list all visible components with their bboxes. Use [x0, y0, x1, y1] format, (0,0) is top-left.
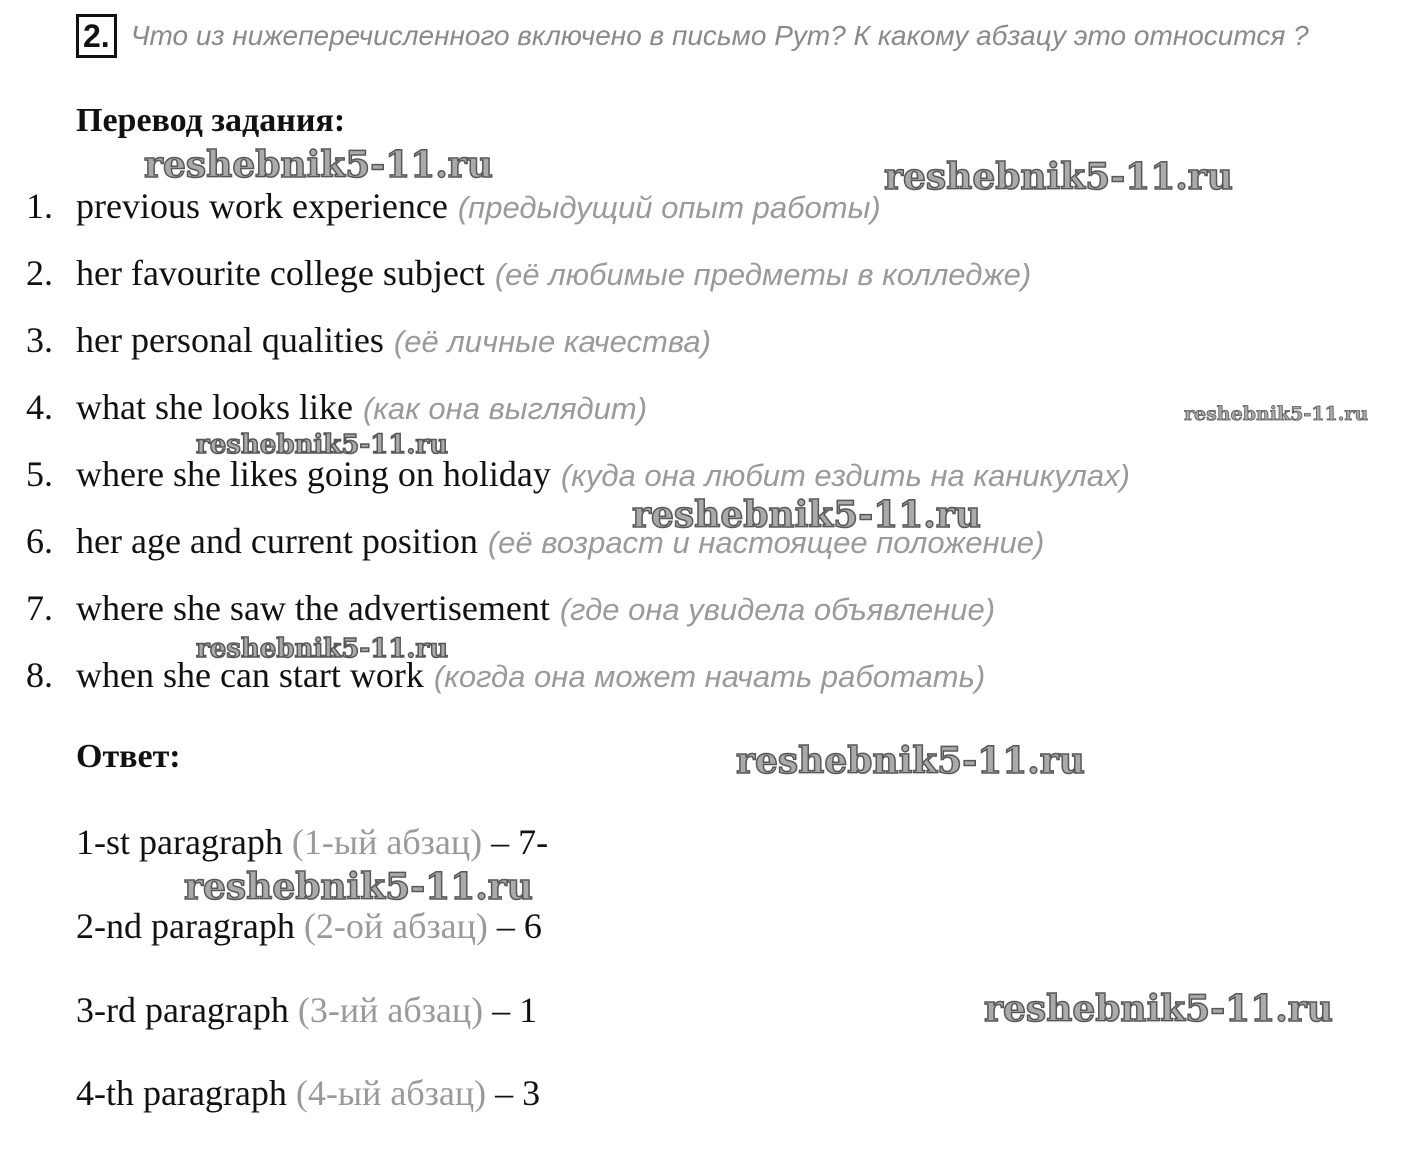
watermark: reshebnik5-11.ru: [736, 740, 1085, 782]
item-number: 6.: [26, 521, 53, 561]
item-translation: (когда она может начать работать): [433, 659, 986, 694]
answer-value: – 1: [492, 990, 538, 1030]
answer-value: – 3: [495, 1073, 541, 1113]
answer-paragraph: 3-rd paragraph: [76, 990, 289, 1030]
list-item: [0, 182, 881, 230]
item-text: what she looks like: [76, 387, 353, 427]
item-translation: (её личные качества): [393, 324, 711, 359]
watermark: reshebnik5-11.ru: [196, 430, 449, 460]
list-item: [0, 651, 985, 699]
item-number: 8.: [26, 655, 53, 695]
item-text: where she saw the advertisement: [76, 588, 550, 628]
item-translation: (её возраст и настоящее положение): [487, 525, 1045, 560]
watermark: reshebnik5-11.ru: [144, 144, 493, 186]
answer-translation: (3-ий абзац): [297, 990, 484, 1030]
item-number: 1.: [26, 186, 53, 226]
item-number: 4.: [26, 387, 53, 427]
item-text: her personal qualities: [76, 320, 384, 360]
answer-translation: (1-ый абзац): [291, 822, 483, 862]
answer-value: – 7-: [491, 822, 549, 862]
item-translation: (где она увидела объявление): [559, 592, 996, 627]
item-translation: (куда она любит ездить на каникулах): [560, 458, 1130, 493]
item-text: when she can start work: [76, 655, 424, 695]
answer-heading: Ответ:: [76, 738, 181, 775]
watermark: reshebnik5-11.ru: [184, 866, 533, 908]
answer-line: [76, 1069, 540, 1117]
item-number: 7.: [26, 588, 53, 628]
item-text: where she likes going on holiday: [76, 454, 551, 494]
watermark: reshebnik5-11.ru: [1184, 403, 1369, 425]
answer-line: [76, 818, 548, 866]
answer-line: [76, 902, 542, 950]
item-translation: (как она выглядит): [362, 391, 648, 426]
translation-heading: Перевод задания:: [76, 102, 346, 139]
watermark: reshebnik5-11.ru: [984, 988, 1333, 1030]
item-translation: (предыдущий опыт работы): [457, 190, 881, 225]
answer-value: – 6: [496, 906, 542, 946]
list-item: [0, 383, 647, 431]
answer-paragraph: 4-th paragraph: [76, 1073, 287, 1113]
list-item: [0, 450, 1130, 498]
watermark: reshebnik5-11.ru: [632, 494, 981, 536]
item-text: her favourite college subject: [76, 253, 485, 293]
item-text: her age and current position: [76, 521, 478, 561]
answer-translation: (4-ый абзац): [295, 1073, 487, 1113]
item-number: 3.: [26, 320, 53, 360]
item-number: 5.: [26, 454, 53, 494]
answer-paragraph: 2-nd paragraph: [76, 906, 295, 946]
answer-translation: (2-ой абзац): [303, 906, 488, 946]
list-item: [0, 316, 711, 364]
answer-line: [76, 986, 537, 1034]
watermark: reshebnik5-11.ru: [196, 634, 449, 664]
watermark: reshebnik5-11.ru: [884, 156, 1233, 198]
item-number: 2.: [26, 253, 53, 293]
item-translation: (её любимые предметы в колледже): [494, 257, 1032, 292]
item-text: previous work experience: [76, 186, 448, 226]
task-header: [76, 14, 1406, 62]
task-number: 2.: [76, 14, 117, 58]
list-item: [0, 249, 1031, 297]
task-prompt: Что из нижеперечисленного включено в письмо Рут? К какому абзацу это относится ?: [130, 20, 1309, 51]
answer-paragraph: 1-st paragraph: [76, 822, 283, 862]
list-item: [0, 584, 995, 632]
